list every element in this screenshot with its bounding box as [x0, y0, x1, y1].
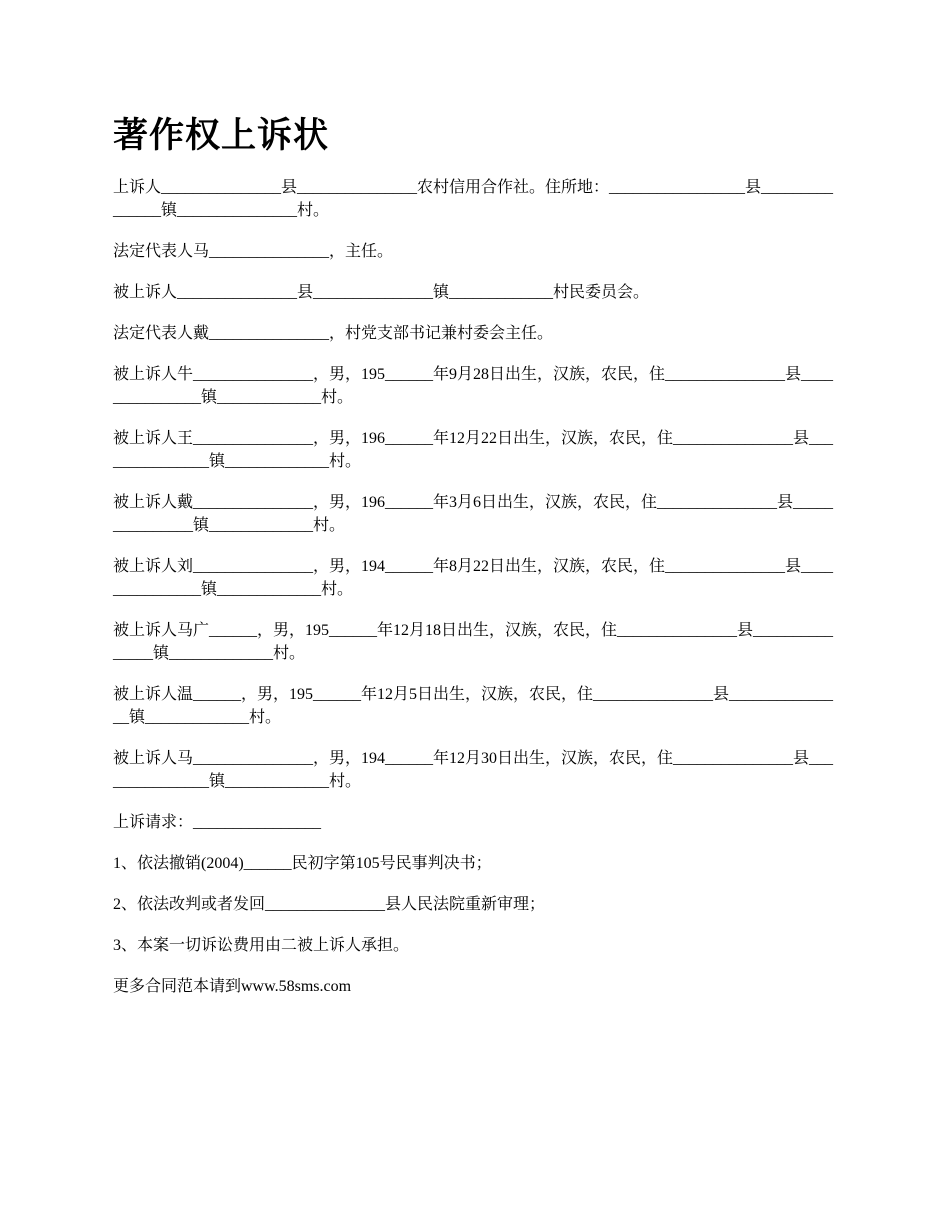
request-item-3: 3、本案一切诉讼费用由二被上诉人承担。: [113, 937, 410, 954]
respondent-representative-paragraph: 法定代表人戴_______________，村党支部书记兼村委会主任。: [113, 325, 554, 342]
request-item-2: 2、依法改判或者发回_______________县人民法院重新审理；: [113, 896, 546, 913]
appellant-paragraph: 上诉人_______________县_______________农村信用合作社。住所地：_________________县_______________镇_______________村。: [113, 179, 834, 219]
respondent-liu-paragraph: 被上诉人刘_______________，男，194______年8月22日出生，汉族，农民，住_______________县_______________镇_____________村。: [113, 558, 834, 598]
appellant-representative-paragraph: 法定代表人马_______________，主任。: [113, 243, 394, 260]
respondent-wang-paragraph: 被上诉人王_______________，男，196______年12月22日出生，汉族，农民，住_______________县_______________镇_____________村。: [113, 430, 834, 470]
document-title: 著作权上诉状: [113, 116, 330, 156]
appeal-request-heading: 上诉请求：________________: [113, 814, 322, 831]
respondent-niu-paragraph: 被上诉人牛_______________，男，195______年9月28日出生，汉族，农民，住_______________县_______________镇_____________村。: [113, 366, 834, 406]
request-item-1: 1、依法撤销(2004)______民初字第105号民事判决书；: [113, 855, 492, 872]
respondent-ma-guang-paragraph: 被上诉人马广______，男，195______年12月18日出生，汉族，农民，住_______________县_______________镇_____________村。: [113, 622, 834, 662]
document-page: [113, 112, 839, 1016]
respondent-ma-paragraph: 被上诉人马_______________，男，194______年12月30日出生，汉族，农民，住_______________县_______________镇_____________村。: [113, 750, 834, 790]
respondent-wen-paragraph: 被上诉人温______，男，195______年12月5日出生，汉族，农民，住_______________县_______________镇_____________村。: [113, 686, 834, 726]
footer-link-text: 更多合同范本请到www.58sms.com: [113, 978, 352, 995]
respondent-dai-paragraph: 被上诉人戴_______________，男，196______年3月6日出生，汉族，农民，住_______________县_______________镇_____________村。: [113, 494, 834, 534]
respondent-committee-paragraph: 被上诉人_______________县_______________镇_____________村民委员会。: [113, 284, 650, 301]
